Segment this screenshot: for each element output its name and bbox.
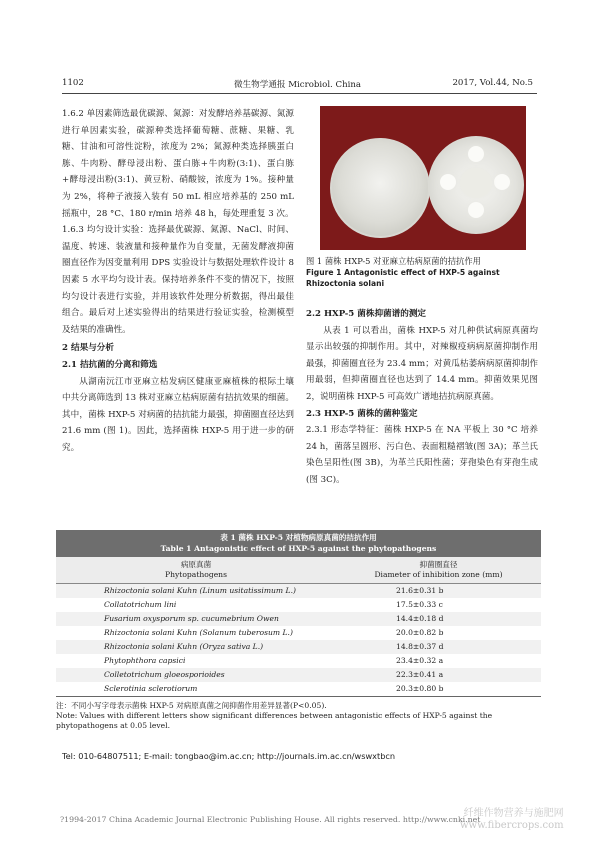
watermark-line-2: www.fibercrops.com <box>460 820 564 831</box>
cell-diameter: 23.4±0.32 a <box>396 656 444 665</box>
figure-caption-cn: 图 1 菌株 HXP-5 对亚麻立枯病原菌的拮抗作用 <box>306 256 481 266</box>
figure-caption <box>306 256 538 289</box>
paragraph-1-6-3: 1.6.3 均匀设计实验：选择最优碳源、氮源、NaCl、时间、温度、转速、装液量和接种量作为自变量，无菌发酵液抑菌圈直径作为因变量利用 DPS 实验设计与数据处理软件设计 8 因素 5 水平均匀设计表。保持培养条件不变的情况下，按照均匀设计表进行实验，并用该软件处理分析数据，得出最佳组合。最后对上述实验得出的结果进行验证实验，检测模型及结果的准确性。 <box>62 225 294 335</box>
subsection-heading-2-3: 2.3 HXP-5 菌株的菌种鉴定 <box>306 408 418 419</box>
paragraph-2-1: 从湖南沅江市亚麻立枯发病区健康亚麻植株的根际土壤中共分离筛选到 13 株对亚麻立枯病原菌有拮抗效果的细菌。其中，菌株 HXP-5 对病菌的拮抗能力最强，抑菌圈直径达到 21.6 mm (图 1)。因此，选择菌株 HXP-5 用于进一步的研究。 <box>62 376 294 453</box>
watermark-line-1: 纤维作物营养与施肥网 <box>463 808 564 819</box>
table-row <box>56 682 541 696</box>
table-row <box>56 584 541 598</box>
cell-pathogen: Collatotrichum lini <box>104 600 177 609</box>
cell-pathogen: Rhizoctonia solani Kuhn (Oryza sativa L.) <box>104 642 264 651</box>
bacterial-colony <box>440 174 456 190</box>
cell-diameter: 20.0±0.82 b <box>396 628 444 637</box>
cell-pathogen: Rhizoctonia solani Kuhn (Solanum tuberosum L.) <box>104 628 293 637</box>
paragraph-1-6-2: 1.6.2 单因素筛选最优碳源、氮源：对发酵培养基碳源、氮源进行单因素实验，碳源种类选择葡萄糖、蔗糖、果糖、乳糖、甘油和可溶性淀粉，浓度为 2%；氮源种类选择胰蛋白胨、牛肉粉、酵母浸出粉、蛋白胨+牛肉粉(3:1)、蛋白胨+酵母浸出粉(3:1)、黄豆粉、硝酸铵，浓度为 1%。接种量为 2%，将种子液接入装有 50 mL 相应培养基的 250 mL 摇瓶中，28 °C、180 r/min 培养 48 h，每处理重复 3 次。 <box>62 109 294 219</box>
column-header-en: Diameter of inhibition zone (mm) <box>374 570 503 579</box>
cell-pathogen: Rhizoctonia solani Kuhn (Linum usitatissimum L.) <box>104 586 296 595</box>
cell-pathogen: Sclerotinia sclerotiorum <box>104 684 198 693</box>
subsection-heading-2-1: 2.1 拮抗菌的分离和筛选 <box>62 359 158 370</box>
table-note-en: Note: Values with different letters show significant differences between antagonistic effects of HXP-5 against the phytopathogens at 0.05 level. <box>56 711 493 730</box>
cell-diameter: 14.8±0.37 d <box>396 642 444 651</box>
table-row <box>56 668 541 682</box>
cell-diameter: 21.6±0.31 b <box>396 586 444 595</box>
table-notes <box>56 701 541 731</box>
subsection-heading-2-2: 2.2 HXP-5 菌株抑菌谱的测定 <box>306 309 427 319</box>
figure-1-photo <box>320 106 526 250</box>
table-title-cn: 表 1 菌株 HXP-5 对植物病原真菌的拮抗作用 <box>220 533 377 542</box>
contact-line: Tel: 010-64807511; E-mail: tongbao@im.ac.cn; http://journals.im.ac.cn/wswxtbcn <box>62 751 396 761</box>
page-number: 1102 <box>62 78 84 88</box>
petri-dish-control <box>330 138 430 238</box>
right-column <box>306 306 538 489</box>
issue-info: 2017, Vol.44, No.5 <box>452 78 533 88</box>
table-header <box>56 557 541 584</box>
table-title-en: Table 1 Antagonistic effect of HXP-5 against the phytopathogens <box>160 544 437 553</box>
cell-diameter: 22.3±0.41 a <box>396 670 444 679</box>
bacterial-colony <box>468 146 484 162</box>
bacterial-colony <box>468 202 484 218</box>
header-rule <box>62 93 537 94</box>
table-row <box>56 654 541 668</box>
cell-pathogen: Colletotrichum gloeosporioides <box>104 670 225 679</box>
table-row <box>56 626 541 640</box>
table-bottom-rule <box>56 696 541 697</box>
fungal-plug <box>460 168 492 198</box>
column-header-en: Phytopathogens <box>165 570 227 579</box>
table-row <box>56 598 541 612</box>
figure-caption-en: Figure 1 Antagonistic effect of HXP-5 against Rhizoctonia solani <box>306 268 500 288</box>
cell-diameter: 17.5±0.33 c <box>396 600 443 609</box>
petri-dish-antagonism <box>428 136 524 234</box>
cell-pathogen: Phytophthora capsici <box>104 656 186 665</box>
copyright-footer: ?1994-2017 China Academic Journal Electronic Publishing House. All rights reserved. http://www.cnki.net <box>60 815 481 824</box>
table-row <box>56 612 541 626</box>
left-column <box>62 106 294 456</box>
column-header-cn: 抑菌圈直径 <box>419 560 458 569</box>
cell-diameter: 20.3±0.80 b <box>396 684 444 693</box>
cell-pathogen: Fusarium oxysporum sp. cucumebrium Owen <box>104 614 279 623</box>
paragraph-2-3-1: 2.3.1 形态学特征：菌株 HXP-5 在 NA 平板上 30 °C 培养 24 h，菌落呈圆形、污白色、表面粗糙褶皱(图 3A)；革兰氏染色呈阳性(图 3B)，为革兰氏阳性菌；芽孢染色有芽孢生成(图 3C)。 <box>306 425 538 485</box>
table-title <box>56 530 541 557</box>
site-watermark <box>460 808 564 832</box>
column-header-cn: 病原真菌 <box>180 560 212 569</box>
column-header-phytopathogens <box>56 560 336 580</box>
paragraph-2-2: 从表 1 可以看出，菌株 HXP-5 对几种供试病原真菌均显示出较强的抑制作用。其中，对辣椒疫病病原菌抑制作用最强，抑菌圈直径为 23.4 mm；对黄瓜枯萎病病原菌抑制作用最弱，但抑菌圈直径也达到了 14.4 mm。抑菌效果见图 2，说明菌株 HXP-5 可高效广谱地拮抗病原真菌。 <box>306 325 538 402</box>
table-note-cn: 注：不同小写字母表示菌株 HXP-5 对病原真菌之间抑菌作用差异显著(P<0.05). <box>56 701 327 710</box>
column-header-diameter <box>336 560 541 580</box>
table-body <box>56 584 541 696</box>
cell-diameter: 14.4±0.18 d <box>396 614 444 623</box>
section-heading-results: 2 结果与分析 <box>62 343 114 354</box>
bacterial-colony <box>494 174 510 190</box>
journal-title: 微生物学通报 Microbiol. China <box>233 80 362 90</box>
table-row <box>56 640 541 654</box>
table-1 <box>56 530 541 731</box>
